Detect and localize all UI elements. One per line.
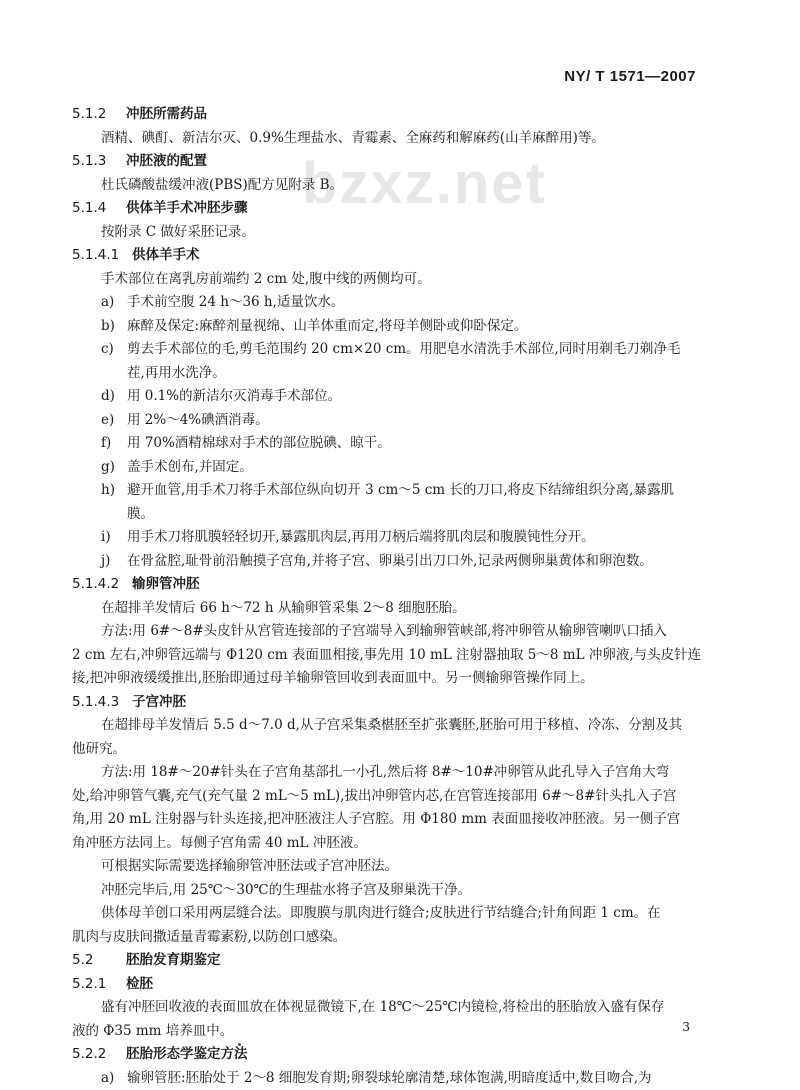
paragraph-line: 2 cm 左右,冲卵管远端与 Φ120 cm 表面皿相接,事先用 10 mL 注射器抽取 5～8 mL 冲卵液,与头皮针连 xyxy=(72,644,706,668)
list-marker: a) xyxy=(101,1067,127,1090)
paragraph-line: 冲胚完毕后,用 25℃～30℃的生理盐水将子宫及卵巢洗干净。 xyxy=(72,879,706,903)
list-item-continuation: 茬,再用水洗净。 xyxy=(72,362,706,386)
list-marker: e) xyxy=(101,409,127,433)
paragraph-line: 方法:用 18#～20#针头在子宫角基部扎一小孔,然后将 8#～10#冲卵管从此孔导入子宫角大弯 xyxy=(72,761,706,785)
section-title: 输卵管冲胚 xyxy=(132,576,200,592)
list-marker: d) xyxy=(101,385,127,409)
list-marker: h) xyxy=(101,479,127,503)
section-heading xyxy=(72,197,706,221)
paragraph-line: 按附录 C 做好采胚记录。 xyxy=(72,221,706,245)
list-marker: i) xyxy=(101,526,127,550)
paragraph-line: 在超排羊发情后 66 h～72 h 从输卵管采集 2～8 细胞胚胎。 xyxy=(72,597,706,621)
section-number: 5.1.2 xyxy=(72,103,126,127)
section-number: 5.2 xyxy=(72,949,126,973)
paragraph-line: 杜氏磷酸盐缓冲液(PBS)配方见附录 B。 xyxy=(72,174,706,198)
paragraph-line: 肌肉与皮肤间撒适量青霉素粉,以防创口感染。 xyxy=(72,926,706,950)
section-heading xyxy=(72,973,706,997)
scan-speck xyxy=(238,1043,241,1046)
list-marker: a) xyxy=(101,291,127,315)
list-item xyxy=(72,456,706,480)
list-item-text: 输卵管胚:胚胎处于 2～8 细胞发育期;卵裂球轮廓清楚,球体饱满,明暗度适中,数目吻合,为 xyxy=(127,1070,652,1086)
list-marker: g) xyxy=(101,456,127,480)
section-number: 5.1.4.3 xyxy=(72,691,132,715)
paragraph-line: 供体母羊创口采用两层缝合法。即腹膜与肌肉进行缝合;皮肤进行节结缝合;针角间距 1 cm。在 xyxy=(72,902,706,926)
list-item xyxy=(72,1067,706,1090)
list-marker: b) xyxy=(101,315,127,339)
list-item xyxy=(72,550,706,574)
list-item xyxy=(72,432,706,456)
section-heading xyxy=(72,949,706,973)
paragraph-line: 接,把冲卵液缓缓推出,胚胎即通过母羊输卵管回收到表面皿中。另一侧输卵管操作同上。 xyxy=(72,667,706,691)
page-number: 3 xyxy=(682,1020,690,1034)
list-item xyxy=(72,291,706,315)
paragraph-line: 方法:用 6#～8#头皮针从宫管连接部的子宫端导入到输卵管峡部,将冲卵管从输卵管喇叭口插入 xyxy=(72,620,706,644)
paragraph-line: 盛有冲胚回收液的表面皿放在体视显微镜下,在 18℃～25℃内镜检,将检出的胚胎放入盛有保存 xyxy=(72,996,706,1020)
section-title: 冲胚液的配置 xyxy=(126,153,207,169)
list-item-text: 麻醉及保定:麻醉剂量视绵、山羊体重而定,将母羊侧卧或仰卧保定。 xyxy=(127,318,527,334)
paragraph-line: 角,用 20 mL 注射器与针头连接,把冲胚液注人子宫腔。用 Φ180 mm 表面皿接收冲胚液。另一侧子宫 xyxy=(72,808,706,832)
section-heading xyxy=(72,150,706,174)
paragraph-line: 酒精、碘酊、新洁尔灭、0.9%生理盐水、青霉素、全麻药和解麻药(山羊麻醉用)等。 xyxy=(72,127,706,151)
paragraph-line: 处,给冲卵管气囊,充气(充气量 2 mL～5 mL),拔出冲卵管内芯,在宫管连接部用 6#～8#针头扎入子宫 xyxy=(72,785,706,809)
section-title: 冲胚所需药品 xyxy=(126,106,207,122)
section-title: 胚胎形态学鉴定方法 xyxy=(126,1046,248,1062)
section-heading xyxy=(72,103,706,127)
list-item xyxy=(72,479,706,503)
paragraph-line: 手术部位在离乳房前端约 2 cm 处,腹中线的两侧均可。 xyxy=(72,268,706,292)
paragraph-line: 可根据实际需要选择输卵管冲胚法或子宫冲胚法。 xyxy=(72,855,706,879)
section-heading xyxy=(72,1043,706,1067)
list-item xyxy=(72,409,706,433)
list-item-text: 用 0.1%的新洁尔灭消毒手术部位。 xyxy=(127,388,341,404)
list-item-text: 用手术刀将肌膜轻轻切开,暴露肌肉层,再用刀柄后端将肌肉层和腹膜钝性分开。 xyxy=(127,529,595,545)
section-heading xyxy=(72,691,706,715)
list-item-text: 手术前空腹 24 h～36 h,适量饮水。 xyxy=(127,294,344,310)
paragraph-line: 液的 Φ35 mm 培养皿中。 xyxy=(72,1020,706,1044)
list-item-text: 避开血管,用手术刀将手术部位纵向切开 3 cm～5 cm 长的刀口,将皮下结缔组织分离,暴露肌 xyxy=(127,482,674,498)
list-marker: c) xyxy=(101,338,127,362)
section-title: 胚胎发育期鉴定 xyxy=(126,952,221,968)
standard-code: NY/ T 1571—2007 xyxy=(564,68,696,85)
section-title: 供体羊手术 xyxy=(132,247,200,263)
section-number: 5.1.3 xyxy=(72,150,126,174)
list-item-text: 用 2%～4%碘酒消毒。 xyxy=(127,412,269,428)
list-item-text: 用 70%酒精棉球对手术的部位脱碘、晾干。 xyxy=(127,435,391,451)
paragraph-line: 角冲胚方法同上。每侧子宫角需 40 mL 冲胚液。 xyxy=(72,832,706,856)
document-body xyxy=(72,103,706,1090)
paragraph-line: 他研究。 xyxy=(72,738,706,762)
list-item-text: 剪去手术部位的毛,剪毛范围约 20 cm×20 cm。用肥皂水清洗手术部位,同时用剃毛刀剃净毛 xyxy=(127,341,680,357)
section-number: 5.1.4.1 xyxy=(72,244,132,268)
list-item xyxy=(72,338,706,362)
list-marker: f) xyxy=(101,432,127,456)
section-title: 检胚 xyxy=(126,976,153,992)
section-number: 5.1.4.2 xyxy=(72,573,132,597)
list-marker: j) xyxy=(101,550,127,574)
section-number: 5.1.4 xyxy=(72,197,126,221)
list-item-continuation: 膜。 xyxy=(72,503,706,527)
list-item-text: 盖手术创布,并固定。 xyxy=(127,459,253,475)
paragraph-line: 在超排母羊发情后 5.5 d～7.0 d,从子宫采集桑椹胚至扩张囊胚,胚胎可用于移植、冷冻、分割及其 xyxy=(72,714,706,738)
section-title: 子宫冲胚 xyxy=(132,694,186,710)
section-title: 供体羊手术冲胚步骤 xyxy=(126,200,248,216)
section-heading xyxy=(72,244,706,268)
list-item xyxy=(72,315,706,339)
watermark: bzxz.net xyxy=(302,150,547,217)
section-number: 5.2.2 xyxy=(72,1043,126,1067)
list-item-text: 在骨盆腔,耻骨前沿触摸子宫角,并将子宫、卵巢引出刀口外,记录两侧卵巢黄体和卵泡数。 xyxy=(127,553,653,569)
section-heading xyxy=(72,573,706,597)
section-number: 5.2.1 xyxy=(72,973,126,997)
list-item xyxy=(72,385,706,409)
list-item xyxy=(72,526,706,550)
